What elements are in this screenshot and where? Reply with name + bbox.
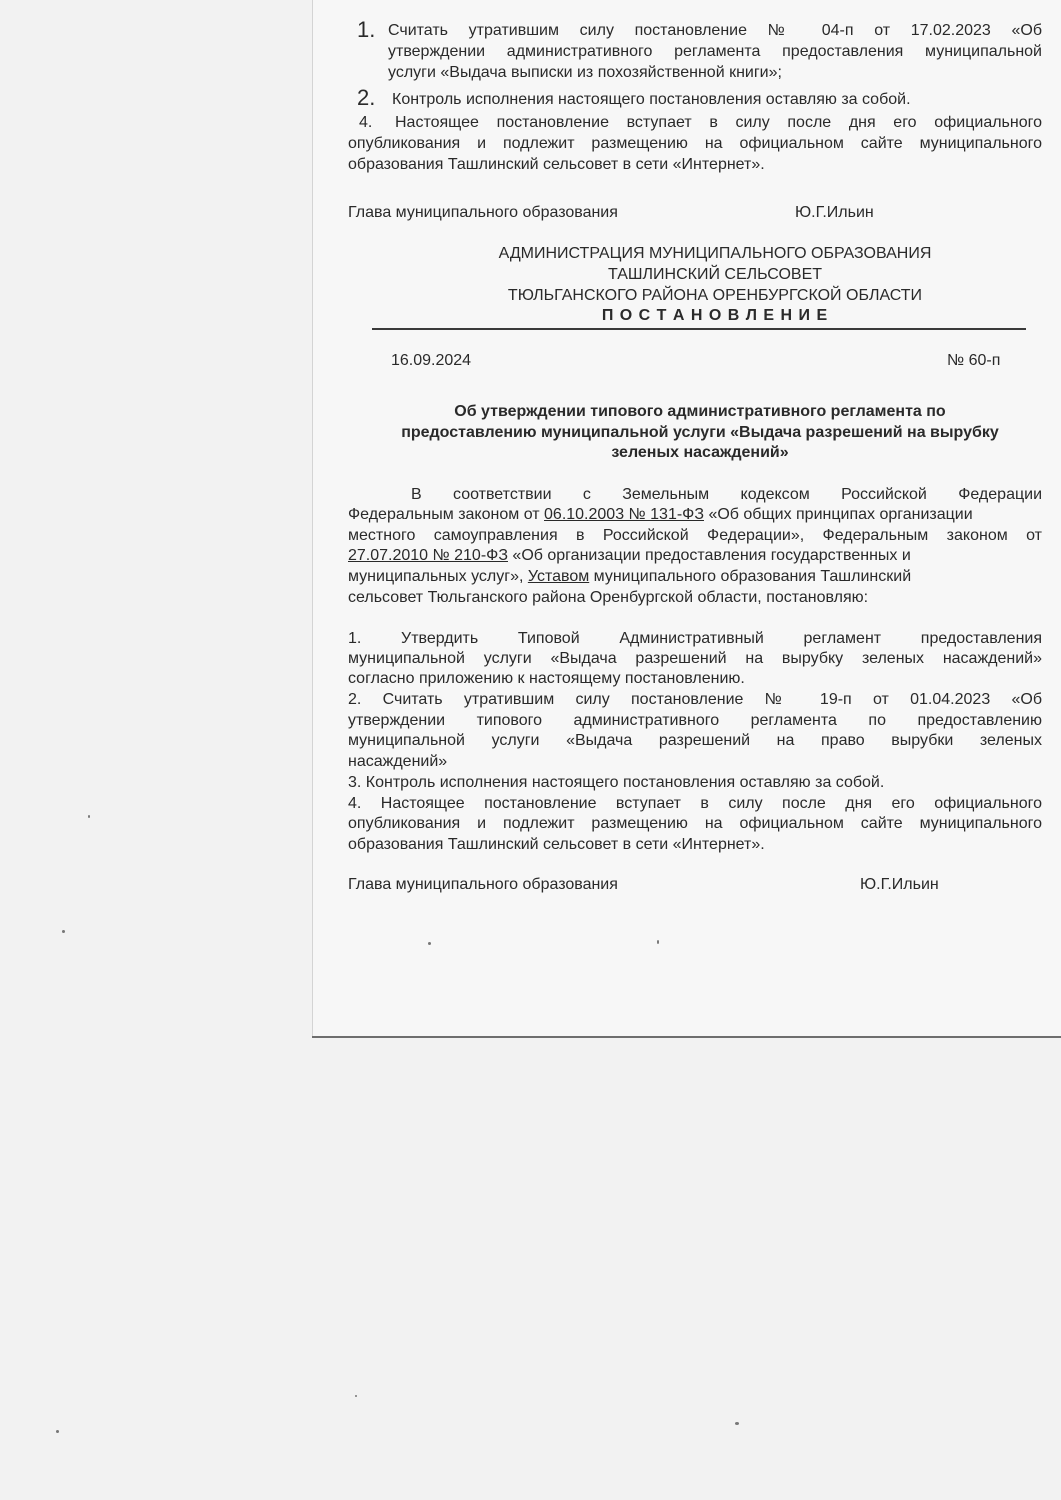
item2-line2: утверждении типового административного регламента по предоставлению [348,712,1042,729]
document-title-line2: предоставлению муниципальной услуги «Выдача разрешений на вырубку [401,424,999,441]
prev-item1-line3: услуги «Выдача выписки из похозяйственной книги»; [388,64,782,81]
document-type: П О С Т А Н О В Л Е Н И Е [601,307,829,324]
preamble-line1: В соответствии с Земельным кодексом Российской Федерации [411,486,1042,503]
preamble-line5 [348,567,1042,587]
item1-line3: согласно приложению к настоящему постановлению. [348,670,745,687]
item4-line1: 4. Настоящее постановление вступает в силу после дня его официального [348,795,1042,812]
document-title-line3: зеленых насаждений» [611,444,789,461]
document-title-line1: Об утверждении типового административного регламента по [454,403,946,420]
preamble-text: муниципальных услуг», [348,568,528,585]
item2-line4: насаждений» [348,753,448,770]
prev-item2-text: Контроль исполнения настоящего постановления оставляю за собой. [392,91,911,108]
scan-speck [56,1430,59,1433]
document-number: № 60-п [947,352,1001,369]
scan-speck [62,930,65,933]
header-line1: АДМИНИСТРАЦИЯ МУНИЦИПАЛЬНОГО ОБРАЗОВАНИЯ [498,245,932,262]
scan-speck [428,942,431,945]
preamble-text: муниципального образования Ташлинский [589,568,912,585]
prev-item1-line2: утверждении административного регламента предоставления муниципальной [388,43,1042,60]
preamble-line2 [348,505,1042,525]
item2-line3: муниципальной услуги «Выдача разрешений на право вырубки зеленых [348,732,1042,749]
preamble-text: Федеральным законом от [348,506,545,523]
document-date: 16.09.2024 [391,352,472,369]
preamble-line4 [348,546,1042,566]
prev-signature-name: Ю.Г.Ильин [795,204,874,221]
prev-item2-number: 2. [357,85,376,110]
signature-name: Ю.Г.Ильин [860,876,939,893]
prev-item4-line1: Настоящее постановление вступает в силу после дня его официального [395,114,1042,131]
prev-signature-title: Глава муниципального образования [348,204,618,221]
preamble-text: «Об организации предоставления государственных и [507,547,911,564]
prev-item4-line3: образования Ташлинский сельсовет в сети «Интернет». [348,156,765,173]
prev-item1-number: 1. [357,17,376,42]
preamble-text: «Об общих принципах организации [704,506,973,523]
charter-link[interactable]: Уставом [527,568,590,585]
item4-line3: образования Ташлинский сельсовет в сети «Интернет». [348,836,765,853]
item1-line1: 1. Утвердить Типовой Административный регламент предоставления [348,630,1042,647]
header-line2: ТАШЛИНСКИЙ СЕЛЬСОВЕТ [607,266,823,283]
header-rule [372,328,1026,330]
prev-item4-line2: опубликования и подлежит размещению на официальном сайте муниципального [348,135,1042,152]
preamble-line6: сельсовет Тюльганского района Оренбургской области, постановляю: [348,589,869,606]
law-210-link[interactable]: 27.07.2010 № 210-ФЗ [348,547,508,564]
prev-item1-line1: Считать утратившим силу постановление № 04-п от 17.02.2023 «Об [388,22,1042,39]
prev-item4-number: 4. [359,114,373,131]
item1-line2: муниципальной услуги «Выдача разрешений на вырубку зеленых насаждений» [348,650,1042,667]
page-edge [312,1036,1061,1038]
item4-line2: опубликования и подлежит размещению на официальном сайте муниципального [348,815,1042,832]
scan-speck [735,1422,739,1425]
scan-speck [355,1395,357,1397]
signature-title: Глава муниципального образования [348,876,618,893]
scan-speck [657,940,659,944]
item2-line1: 2. Считать утратившим силу постановление № 19-п от 01.04.2023 «Об [348,691,1042,708]
scan-speck [88,815,90,818]
law-131-link[interactable]: 06.10.2003 № 131-ФЗ [544,506,704,523]
header-line3: ТЮЛЬГАНСКОГО РАЙОНА ОРЕНБУРГСКОЙ ОБЛАСТИ [507,287,923,304]
preamble-line3: местного самоуправления в Российской Федерации», Федеральным законом от [348,527,1042,544]
item3-text: 3. Контроль исполнения настоящего постановления оставляю за собой. [348,774,885,791]
